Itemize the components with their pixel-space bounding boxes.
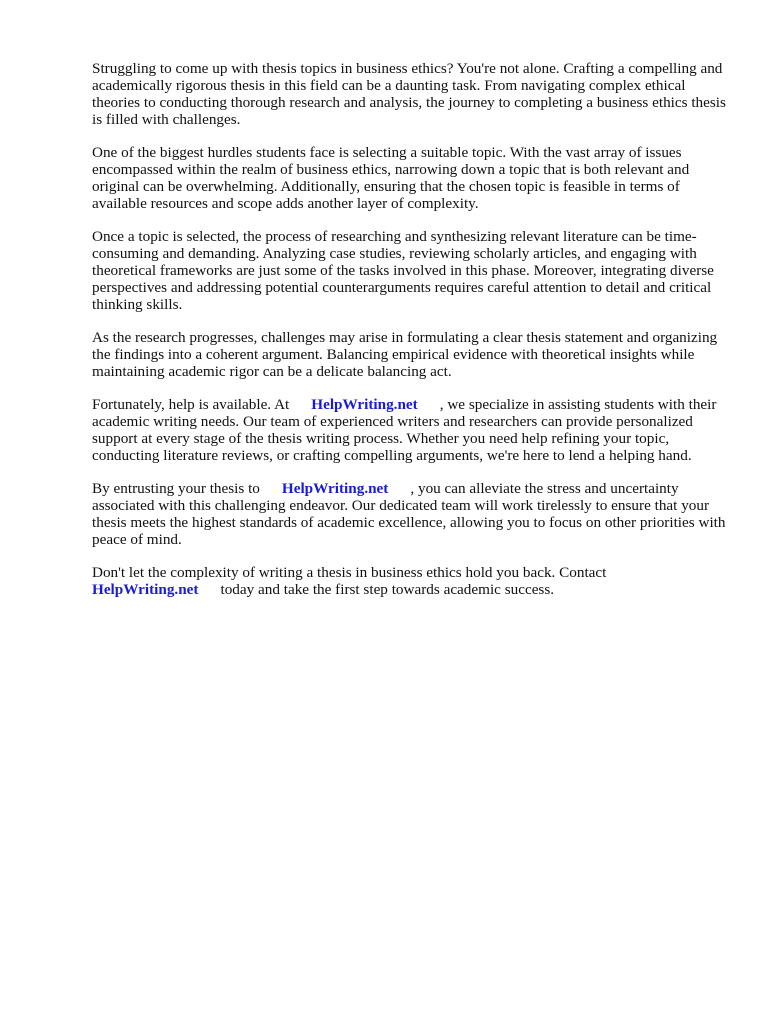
paragraph-research: Once a topic is selected, the process of researching and synthesizing relevant literature can be time-consuming and demanding. Analyzing case studies, reviewing scholarly articles, and engaging with theoretical frameworks are just some of the tasks involved in this phase. Moreover, integrating diverse perspectives and addressing potential counterarguments requires careful attention to detail and critical thinking skills. <box>92 228 714 313</box>
paragraph-text: today and take the first step towards academic success. <box>220 581 555 598</box>
helpwriting-link[interactable]: HelpWriting.net <box>281 480 389 497</box>
paragraph-text: , we specialize in assisting students with their academic writing needs. Our team of experienced writers and researchers can provide personalized support at every stage of the thesis writing process. Whether you need help refining your topic, conducting literature reviews, or crafting compelling arguments, we're here to lend a helping hand. <box>92 396 717 464</box>
paragraph-text: , you can alleviate the stress and uncertainty associated with this challenging endeavor. Our dedicated team will work tirelessly to ensure that your thesis meets the highest standards of academic excellence, allowing you to focus on other priorities with peace of mind. <box>92 480 726 548</box>
paragraph-text: By entrusting your thesis to <box>92 480 260 497</box>
paragraph-entrusting <box>92 480 728 548</box>
helpwriting-link[interactable]: HelpWriting.net <box>311 396 418 413</box>
paragraph-intro: Struggling to come up with thesis topics in business ethics? You're not alone. Crafting a compelling and academically rigorous thesis in this field can be a daunting task. From navigating complex ethical theories to conducting thorough research and analysis, the journey to completing a business ethics thesis is filled with challenges. <box>92 60 726 128</box>
document-body <box>92 60 728 614</box>
paragraph-contact <box>92 564 728 598</box>
paragraph-text: Don't let the complexity of writing a thesis in business ethics hold you back. Contact <box>92 564 607 581</box>
paragraph-thesis-statement: As the research progresses, challenges may arise in formulating a clear thesis statement and organizing the findings into a coherent argument. Balancing empirical evidence with theoretical insights while maintaining academic rigor can be a delicate balancing act. <box>92 329 718 380</box>
paragraph-topic-selection: One of the biggest hurdles students face is selecting a suitable topic. With the vast array of issues encompassed within the realm of business ethics, narrowing down a topic that is both relevant and original can be overwhelming. Additionally, ensuring that the chosen topic is feasible in terms of available resources and scope adds another layer of complexity. <box>92 144 690 212</box>
helpwriting-link[interactable]: HelpWriting.net <box>92 581 199 598</box>
paragraph-text: Fortunately, help is available. At <box>92 396 290 413</box>
paragraph-help-available <box>92 396 728 464</box>
